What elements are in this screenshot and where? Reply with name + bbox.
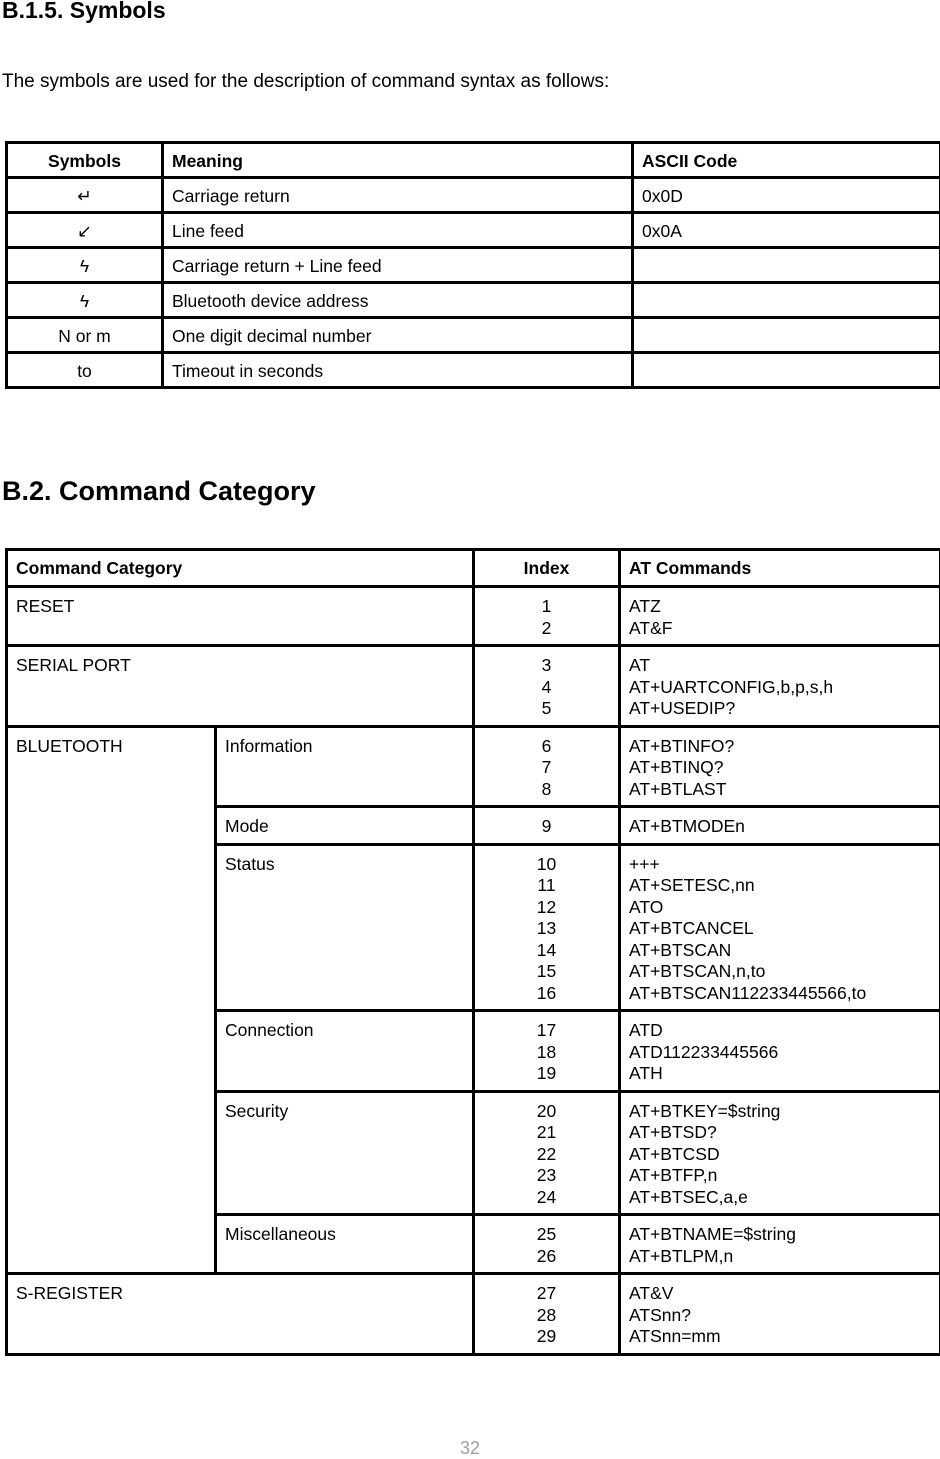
index-value: 14: [475, 940, 618, 962]
index-value: 7: [475, 757, 618, 779]
command-category-table: [5, 548, 940, 1356]
at-command: AT+SETESC,nn: [629, 875, 939, 897]
table-row: [7, 283, 940, 318]
table-row-serial-port: [7, 646, 940, 727]
index-value: 3: [475, 655, 618, 677]
ascii-cell: [633, 353, 940, 388]
category-cell: S-REGISTER: [7, 1274, 474, 1355]
at-command: AT+BTINFO?: [629, 736, 939, 758]
index-value: 22: [475, 1144, 618, 1166]
table-row-reset: [7, 587, 940, 646]
commands-cell: [620, 646, 940, 727]
commands-cell: [620, 1011, 940, 1092]
meaning-cell: Carriage return + Line feed: [163, 248, 633, 283]
symbol-cell: N or m: [7, 318, 163, 353]
header-ascii-code: ASCII Code: [633, 143, 940, 178]
symbol-cell: to: [7, 353, 163, 388]
at-command: AT+BTINQ?: [629, 757, 939, 779]
index-cell: [474, 1274, 620, 1355]
at-command: ATZ: [629, 596, 939, 618]
commands-cell: [620, 844, 940, 1011]
subcategory-cell: Information: [216, 726, 474, 807]
index-cell: [474, 807, 620, 845]
index-value: 18: [475, 1042, 618, 1064]
index-value: 25: [475, 1224, 618, 1246]
index-value: 9: [475, 816, 618, 838]
index-value: 16: [475, 983, 618, 1005]
section-heading-command-category: B.2. Command Category: [2, 476, 316, 507]
subcategory-cell: Mode: [216, 807, 474, 845]
meaning-cell: Timeout in seconds: [163, 353, 633, 388]
subcategory-cell: Connection: [216, 1011, 474, 1092]
at-command: AT+BTSCAN,n,to: [629, 961, 939, 983]
index-cell: [474, 1091, 620, 1215]
at-command: AT: [629, 655, 939, 677]
at-command: AT+BTSEC,a,e: [629, 1187, 939, 1209]
index-cell: [474, 1011, 620, 1092]
section-heading-symbols: B.1.5. Symbols: [2, 0, 166, 24]
category-cell-bluetooth: BLUETOOTH: [7, 726, 216, 1274]
at-command: AT&V: [629, 1283, 939, 1305]
category-cell: SERIAL PORT: [7, 646, 474, 727]
header-at-commands: AT Commands: [620, 550, 940, 587]
index-cell: [474, 844, 620, 1011]
index-cell: [474, 1215, 620, 1274]
table-row: [7, 318, 940, 353]
index-value: 2: [475, 618, 618, 640]
ascii-cell: 0x0D: [633, 178, 940, 213]
header-symbols: Symbols: [7, 143, 163, 178]
table-row: [7, 353, 940, 388]
index-value: 29: [475, 1326, 618, 1348]
subcategory-cell: Security: [216, 1091, 474, 1215]
symbols-table: [5, 141, 940, 389]
index-value: 26: [475, 1246, 618, 1268]
header-meaning: Meaning: [163, 143, 633, 178]
index-value: 17: [475, 1020, 618, 1042]
commands-cell: [620, 1091, 940, 1215]
table-row: [7, 178, 940, 213]
at-command: AT+BTCANCEL: [629, 918, 939, 940]
symbol-carriage-return-icon: ↵: [7, 178, 163, 213]
at-command: ATSnn?: [629, 1305, 939, 1327]
at-command: AT+BTFP,n: [629, 1165, 939, 1187]
table-row-bt-information: [7, 726, 940, 807]
symbol-line-feed-icon: ↙: [7, 213, 163, 248]
meaning-cell: Line feed: [163, 213, 633, 248]
index-value: 1: [475, 596, 618, 618]
at-command: AT+USEDIP?: [629, 698, 939, 720]
index-value: 8: [475, 779, 618, 801]
index-value: 19: [475, 1063, 618, 1085]
index-value: 4: [475, 677, 618, 699]
meaning-cell: One digit decimal number: [163, 318, 633, 353]
symbol-bt-address-icon: ϟ: [7, 283, 163, 318]
intro-paragraph: The symbols are used for the description of command syntax as follows:: [2, 71, 609, 93]
index-value: 6: [475, 736, 618, 758]
at-command: AT+BTCSD: [629, 1144, 939, 1166]
index-value: 10: [475, 854, 618, 876]
table-row: [7, 248, 940, 283]
index-value: 23: [475, 1165, 618, 1187]
index-value: 15: [475, 961, 618, 983]
at-command: ATSnn=mm: [629, 1326, 939, 1348]
commands-cell: [620, 807, 940, 845]
ascii-cell: [633, 248, 940, 283]
index-cell: [474, 646, 620, 727]
table-header-row: [7, 143, 940, 178]
header-command-category: Command Category: [7, 550, 474, 587]
at-command: AT+BTSD?: [629, 1122, 939, 1144]
meaning-cell: Bluetooth device address: [163, 283, 633, 318]
ascii-cell: 0x0A: [633, 213, 940, 248]
commands-cell: [620, 726, 940, 807]
subcategory-cell: Miscellaneous: [216, 1215, 474, 1274]
ascii-cell: [633, 283, 940, 318]
commands-cell: [620, 587, 940, 646]
index-cell: [474, 726, 620, 807]
header-index: Index: [474, 550, 620, 587]
at-command: AT+BTSCAN112233445566,to: [629, 983, 939, 1005]
index-value: 27: [475, 1283, 618, 1305]
at-command: ATD112233445566: [629, 1042, 939, 1064]
index-value: 20: [475, 1101, 618, 1123]
at-command: AT+UARTCONFIG,b,p,s,h: [629, 677, 939, 699]
index-value: 11: [475, 875, 618, 897]
at-command: +++: [629, 854, 939, 876]
table-row-s-register: [7, 1274, 940, 1355]
at-command: AT+BTLPM,n: [629, 1246, 939, 1268]
index-value: 12: [475, 897, 618, 919]
page-number: 32: [0, 1438, 940, 1459]
at-command: ATD: [629, 1020, 939, 1042]
ascii-cell: [633, 318, 940, 353]
commands-cell: [620, 1215, 940, 1274]
subcategory-cell: Status: [216, 844, 474, 1011]
index-value: 21: [475, 1122, 618, 1144]
at-command: AT+BTNAME=$string: [629, 1224, 939, 1246]
table-row: [7, 213, 940, 248]
index-cell: [474, 587, 620, 646]
at-command: AT+BTMODEn: [629, 816, 939, 838]
at-command: ATH: [629, 1063, 939, 1085]
at-command: AT+BTKEY=$string: [629, 1101, 939, 1123]
index-value: 28: [475, 1305, 618, 1327]
category-cell: RESET: [7, 587, 474, 646]
symbol-crlf-icon: ϟ: [7, 248, 163, 283]
at-command: AT+BTLAST: [629, 779, 939, 801]
at-command: AT&F: [629, 618, 939, 640]
commands-cell: [620, 1274, 940, 1355]
index-value: 24: [475, 1187, 618, 1209]
index-value: 5: [475, 698, 618, 720]
at-command: AT+BTSCAN: [629, 940, 939, 962]
table-header-row: [7, 550, 940, 587]
index-value: 13: [475, 918, 618, 940]
at-command: ATO: [629, 897, 939, 919]
meaning-cell: Carriage return: [163, 178, 633, 213]
